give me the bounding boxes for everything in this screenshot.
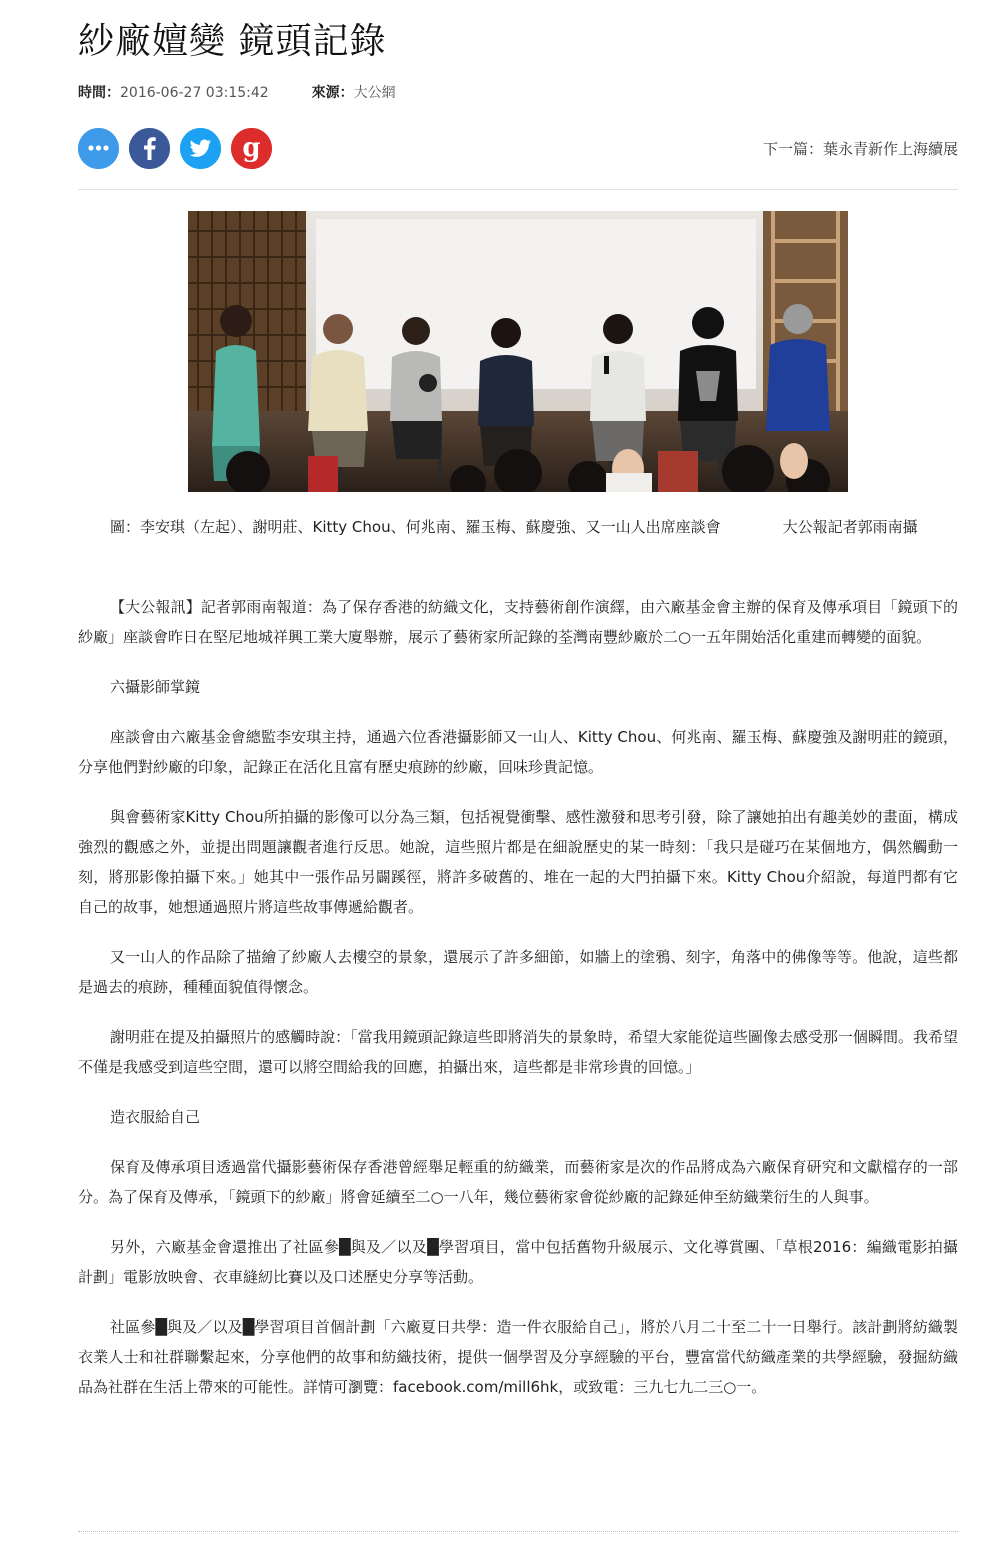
time-label: 時間： (78, 85, 120, 101)
google-plus-icon[interactable] (231, 128, 272, 169)
paragraph: 謝明莊在提及拍攝照片的感觸時說：「當我用鏡頭記錄這些即將消失的景象時，希望大家能從這些圖像去感受那一個瞬間。我希望不僅是我感受到這些空間，還可以將空間給我的回應，拍攝出來，這些都是非常珍貴的回憶。」 (78, 1028, 958, 1076)
article-meta (78, 82, 396, 102)
paragraph: 與會藝術家Kitty Chou所拍攝的影像可以分為三類，包括視覺衝擊、感性激發和思考引發，除了讓她拍出有趣美妙的畫面，構成強烈的觀感之外，並提出問題讓觀者進行反思。她說，這些照片都是在細說歷史的某一時刻：「我只是碰巧在某個地方，偶然觸動一刻，將那影像拍攝下來。」她其中一張作品另闢蹊徑，將許多破舊的、堆在一起的大門拍攝下來。Kitty Chou介紹說，每道門都有它自己的故事，她想通過照片將這些故事傳遞給觀者。 (78, 808, 958, 916)
more-icon[interactable] (78, 128, 119, 169)
facebook-icon[interactable] (129, 128, 170, 169)
share-bar (78, 128, 282, 170)
next-article-title[interactable]: 葉永青新作上海續展 (822, 140, 958, 158)
panel-photo (188, 211, 848, 492)
paragraph: 另外，六廠基金會還推出了社區參█與及／以及█學習項目，當中包括舊物升級展示、文化導賞團、「草根2016：編織電影拍攝計劃」電影放映會、衣車縫紉比賽以及口述歷史分享等活動。 (78, 1238, 958, 1286)
paragraph: 保育及傳承項目透過當代攝影藝術保存香港曾經舉足輕重的紡織業，而藝術家是次的作品將成為六廠保育研究和文獻檔存的一部分。為了保育及傳承，「鏡頭下的紗廠」將會延續至二○一八年，幾位藝術家會從紗廠的記錄延伸至紡織業衍生的人與事。 (78, 1158, 958, 1206)
paragraph: 又一山人的作品除了描繪了紗廠人去樓空的景象，還展示了許多細節，如牆上的塗鴉、刻字，角落中的佛像等等。他說，這些都是過去的痕跡，種種面貌值得懷念。 (78, 948, 958, 996)
paragraph: 【大公報訊】記者郭雨南報道：為了保存香港的紡織文化，支持藝術創作演繹，由六廠基金會主辦的保育及傳承項目「鏡頭下的紗廠」座談會昨日在堅尼地城祥興工業大廈舉辦，展示了藝術家所記錄的荃灣南豐紗廠於二○一五年開始活化重建而轉變的面貌。 (78, 598, 958, 646)
source-value: 大公網 (353, 85, 396, 101)
subheading: 六攝影師掌鏡 (110, 678, 201, 696)
time-value: 2016-06-27 03:15:42 (120, 85, 269, 101)
paragraph: 座談會由六廠基金會總監李安琪主持，通過六位香港攝影師又一山人、Kitty Chou、何兆南、羅玉梅、蘇慶強及謝明莊的鏡頭，分享他們對紗廠的印象，記錄正在活化且富有歷史痕跡的紗廠，回味珍貴記憶。 (78, 728, 958, 776)
caption-text: 圖：李安琪（左起）、謝明莊、Kitty Chou、何兆南、羅玉梅、蘇慶強、又一山人出席座談會 (110, 518, 721, 536)
page-title: 紗廠嬗變 鏡頭記錄 (78, 21, 387, 62)
article-body (78, 592, 958, 1422)
next-label: 下一篇： (762, 140, 823, 158)
divider (78, 189, 958, 190)
photo-credit: 大公報記者郭雨南攝 (782, 518, 918, 536)
svg-text:g: g (242, 133, 261, 163)
photo-caption (78, 512, 958, 542)
paragraph: 社區參█與及／以及█學習項目首個計劃「六廠夏日共學：造一件衣服給自己」，將於八月二十至二十一日舉行。該計劃將紡織製衣業人士和社群聯繫起來，分享他們的故事和紡織技術，提供一個學習及分享經驗的平台，豐富當代紡織產業的共學經驗，發掘紡織品為社群在生活上帶來的可能性。詳情可瀏覽：facebook.com/mill6hk，或致電：三九七九二三○一。 (78, 1318, 958, 1396)
subheading: 造衣服給自己 (110, 1108, 201, 1126)
next-article-link[interactable] (763, 138, 958, 159)
source-label: 來源： (311, 85, 354, 101)
bottom-divider (78, 1531, 958, 1532)
twitter-icon[interactable] (180, 128, 221, 169)
